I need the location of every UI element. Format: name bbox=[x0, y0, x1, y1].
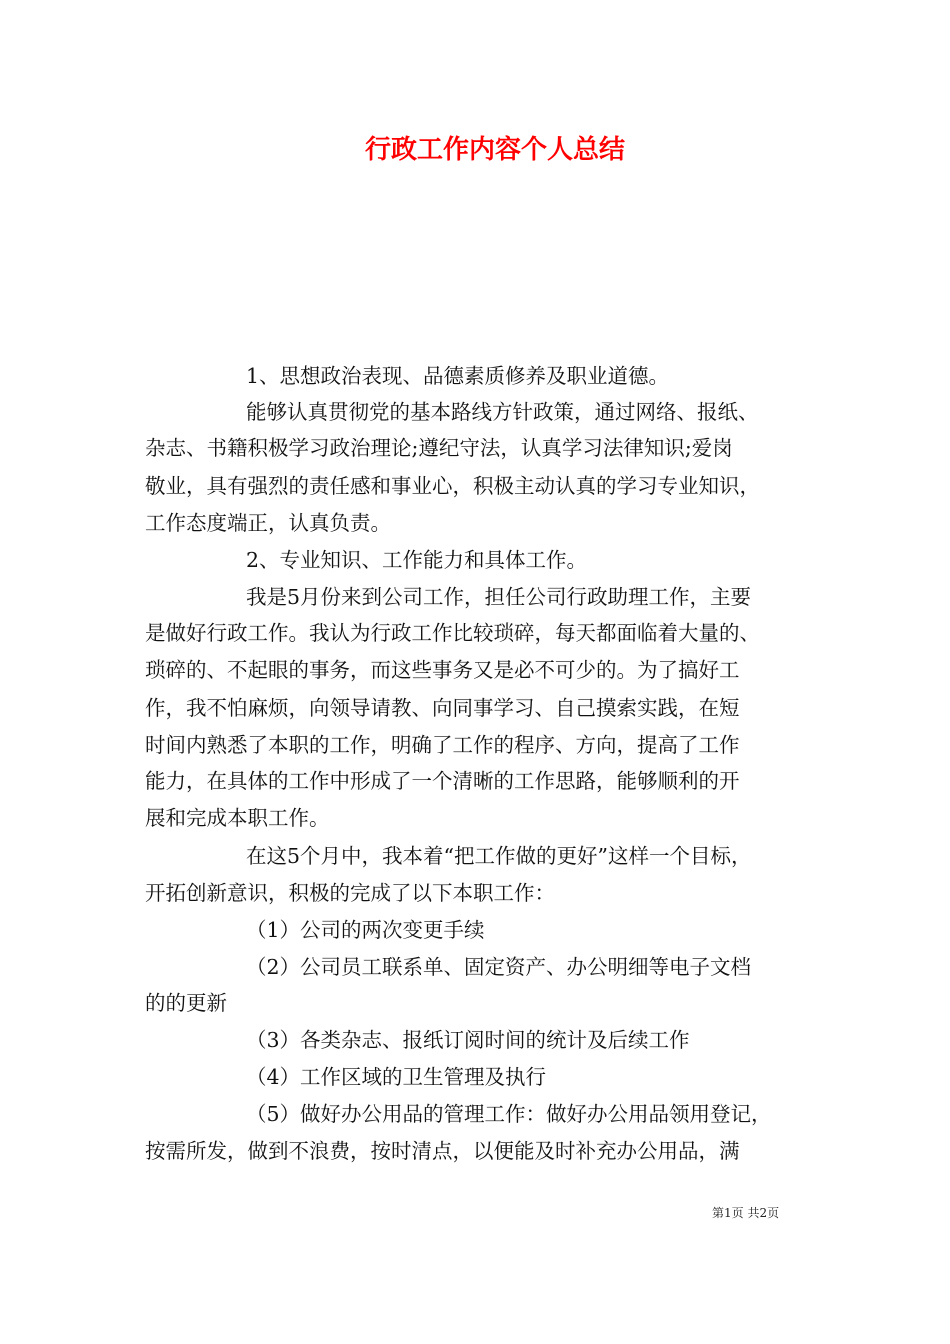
paragraph-line: 时间内熟悉了本职的工作，明确了工作的程序、方向，提高了工作 bbox=[145, 733, 740, 757]
list-item: （2）公司员工联系单、固定资产、办公明细等电子文档 bbox=[246, 955, 752, 979]
paragraph-line: 是做好行政工作。我认为行政工作比较琐碎，每天都面临着大量的、 bbox=[145, 621, 760, 645]
paragraph-line: 能力，在具体的工作中形成了一个清晰的工作思路，能够顺利的开 bbox=[145, 769, 740, 793]
list-item: （4）工作区域的卫生管理及执行 bbox=[246, 1065, 547, 1089]
paragraph-line: 展和完成本职工作。 bbox=[145, 806, 330, 830]
paragraph-line: 能够认真贯彻党的基本路线方针政策，通过网络、报纸、 bbox=[246, 400, 759, 424]
list-item: （3）各类杂志、报纸订阅时间的统计及后续工作 bbox=[246, 1028, 690, 1052]
list-item: （1）公司的两次变更手续 bbox=[246, 918, 485, 942]
paragraph-line: 在这5个月中，我本着“把工作做的更好”这样一个目标， bbox=[246, 844, 752, 868]
list-item-continuation: 按需所发，做到不浪费，按时清点，以便能及时补充办公用品，满 bbox=[145, 1139, 740, 1163]
paragraph-line: 工作态度端正，认真负责。 bbox=[145, 511, 391, 535]
paragraph-line: 作，我不怕麻烦，向领导请教、向同事学习、自己摸索实践，在短 bbox=[145, 696, 740, 720]
list-item: （5）做好办公用品的管理工作：做好办公用品领用登记， bbox=[246, 1102, 772, 1126]
paragraph-line: 开拓创新意识，积极的完成了以下本职工作： bbox=[145, 881, 555, 905]
paragraph-line: 杂志、书籍积极学习政治理论;遵纪守法，认真学习法律知识;爱岗 bbox=[145, 436, 733, 460]
document-title: 行政工作内容个人总结 bbox=[364, 135, 625, 165]
section-heading-1: 1、思想政治表现、品德素质修养及职业道德。 bbox=[246, 364, 670, 388]
page-number: 第1页 共2页 bbox=[712, 1206, 780, 1220]
section-heading-2: 2、专业知识、工作能力和具体工作。 bbox=[246, 548, 588, 572]
paragraph-line: 琐碎的、不起眼的事务，而这些事务又是必不可少的。为了搞好工 bbox=[145, 658, 740, 682]
paragraph-line: 我是5月份来到公司工作，担任公司行政助理工作，主要 bbox=[246, 585, 752, 609]
paragraph-line: 敬业，具有强烈的责任感和事业心，积极主动认真的学习专业知识， bbox=[145, 474, 760, 498]
list-item-continuation: 的的更新 bbox=[145, 991, 227, 1015]
